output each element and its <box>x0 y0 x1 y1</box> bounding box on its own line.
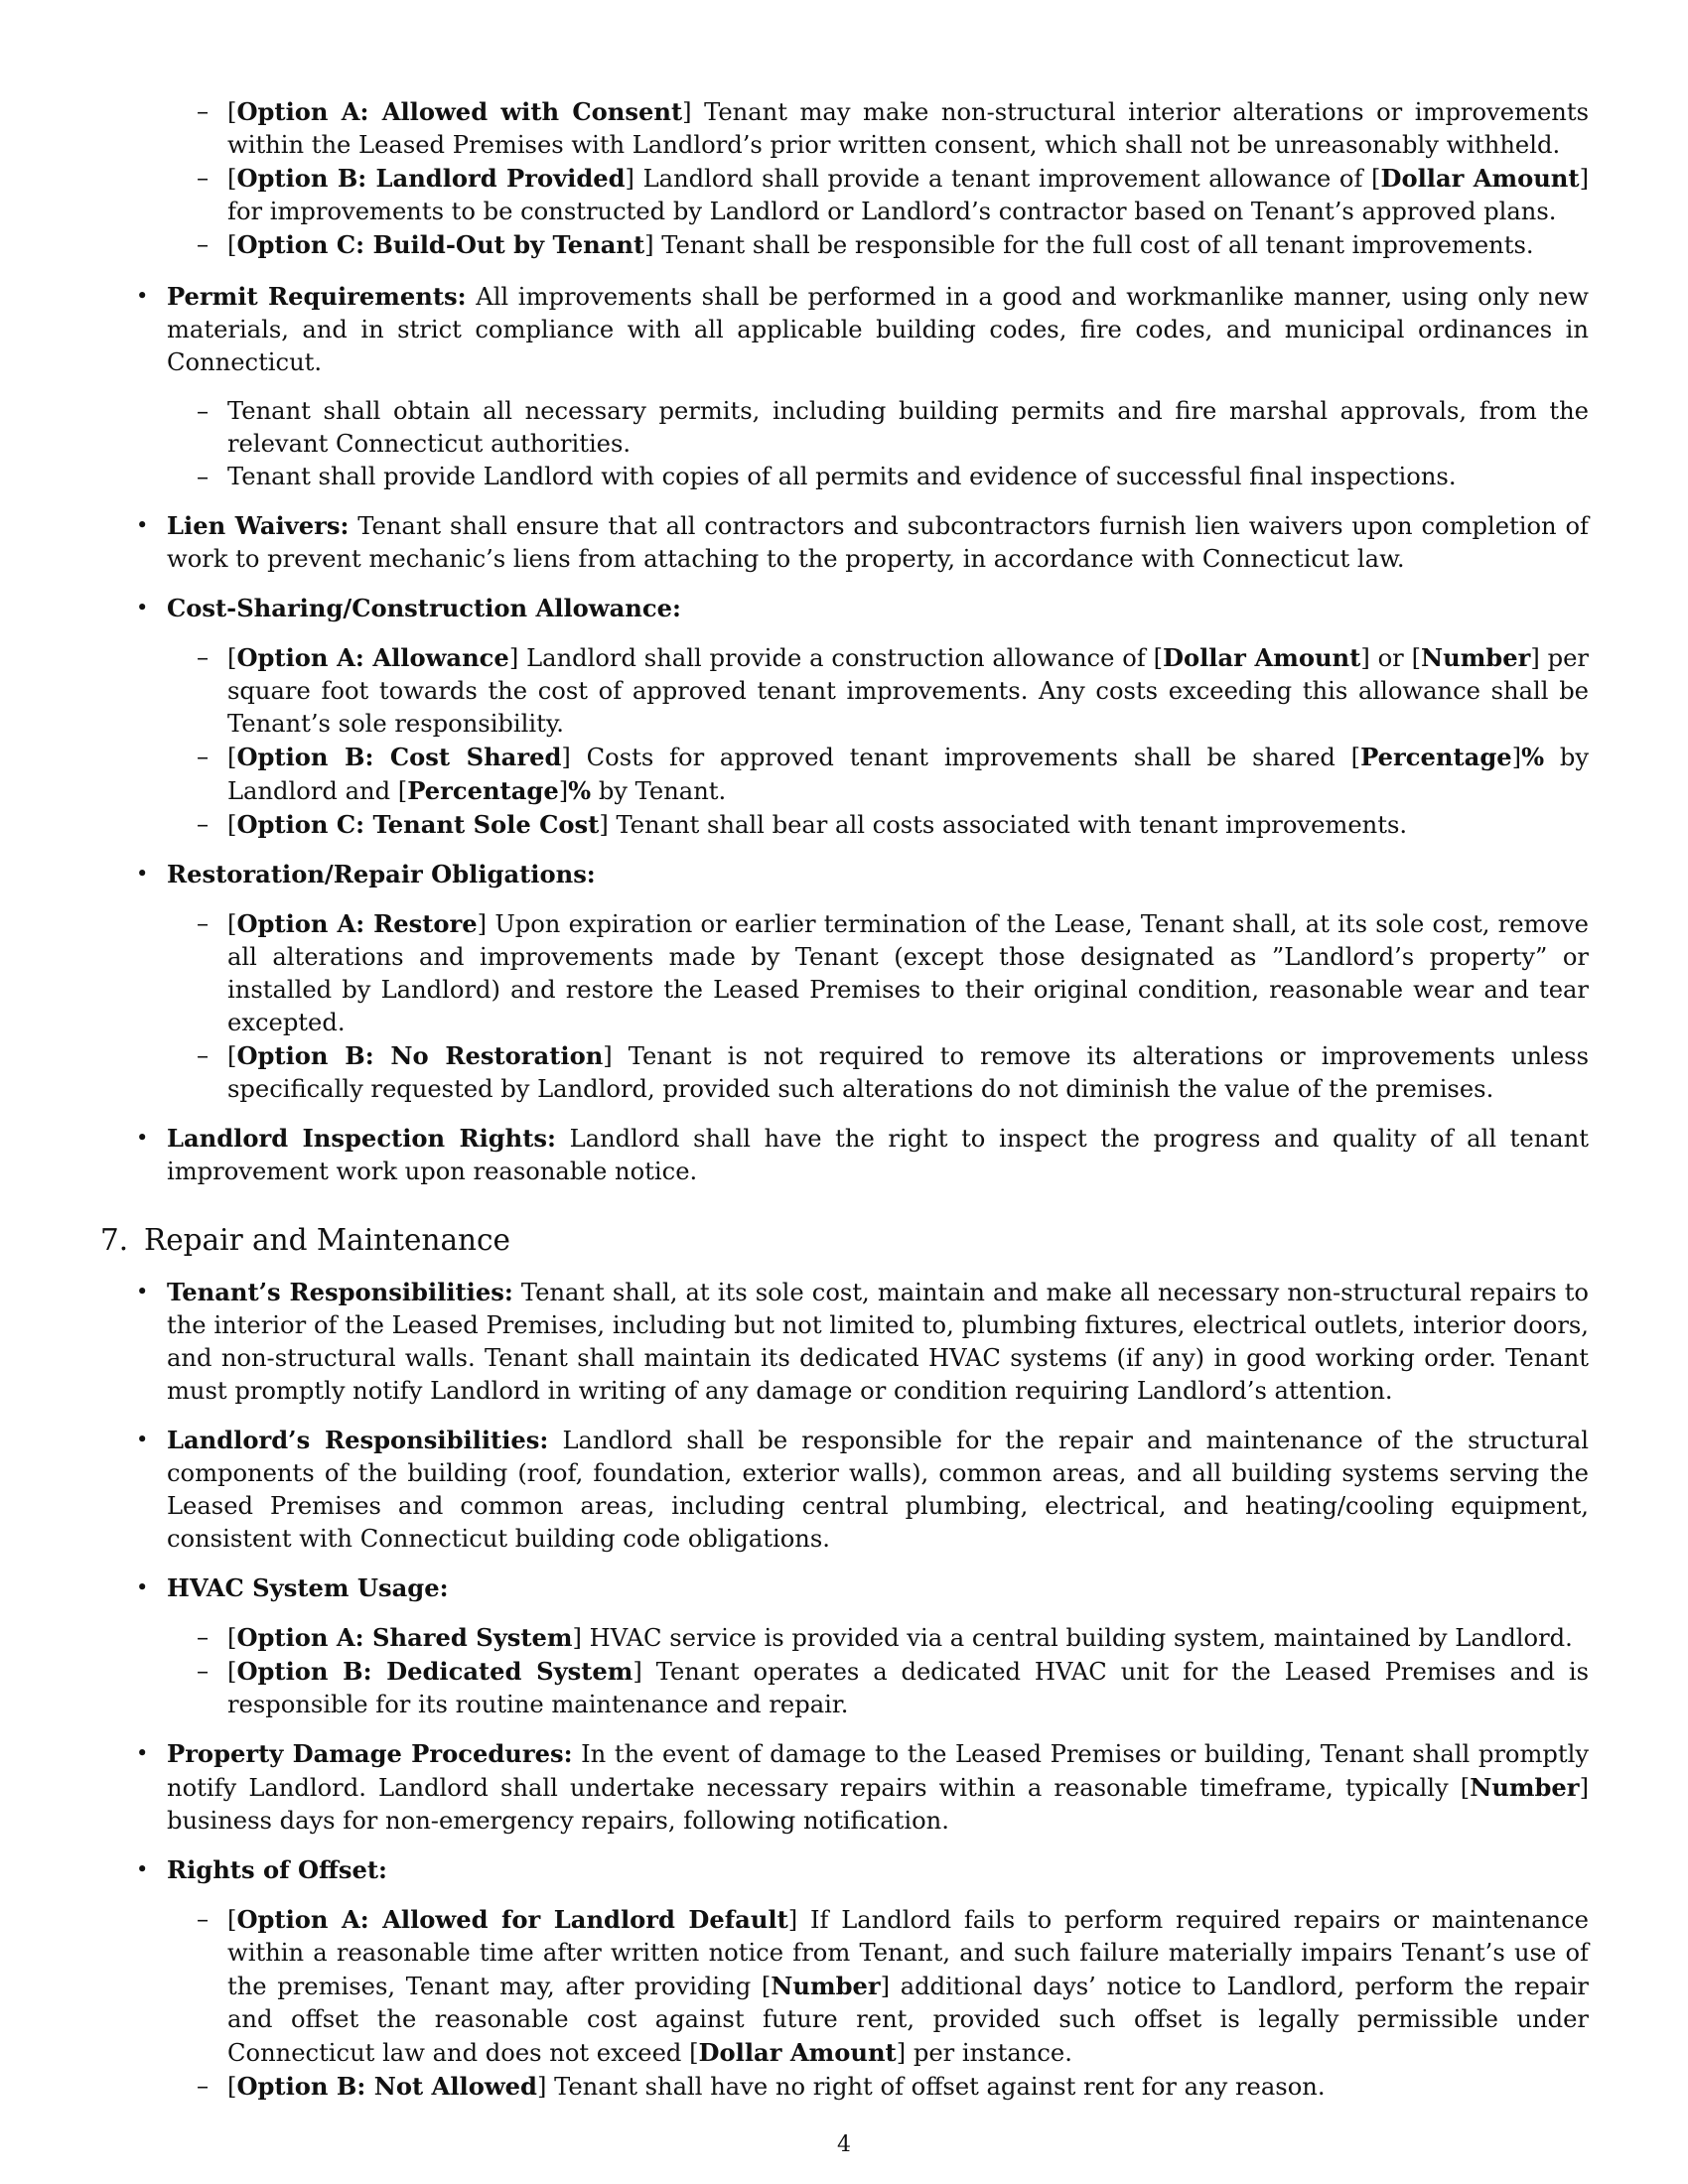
list-item: – [Option B: Not Allowed] Tenant shall have no right of offset against rent for any reason. <box>197 2072 1326 2101</box>
dash-icon: – <box>197 463 210 490</box>
list-item: – [Option B: Dedicated System] Tenant operates a dedicated HVAC unit for the Leased Premises and is responsible for its routine maintenance and repair. <box>197 1657 1589 1718</box>
list-item-tenant-responsibilities: • Tenant’s Responsibilities: Tenant shall, at its sole cost, maintain and make all necessary non-structural repairs to the interior of the Leased Premises, including but not limited to, plumbing fixtures, electrical outlets, interior doors, and non-structural walls. Tenant shall maintain its dedicated HVAC systems (if any) in good working order. Tenant must promptly notify Landlord in writing of any damage or condition requiring Landlord’s attention. <box>136 1278 1589 1405</box>
list-item: – [Option B: Cost Shared] Costs for approved tenant improvements shall be shared [Percentage]% by Landlord and [Percentage]% by Tenant. <box>197 743 1590 805</box>
list-item-hvac-usage: • HVAC System Usage: – [Option A: Shared System] HVAC service is provided via a central building system, maintained by Landlord. – [Option B: Dedicated System] Tenant operates a dedicated HVAC unit for the Leased Premises and is responsible for its routine maintenance and repair. <box>100 1571 1589 1721</box>
dash-icon: – <box>197 397 210 425</box>
list-item: – Tenant shall obtain all necessary permits, including building permits and fire marshal approvals, from the relevant Connecticut authorities. <box>197 397 1589 458</box>
list-item-lien-waivers: • Lien Waivers: Tenant shall ensure that all contractors and subcontractors furnish lien waivers upon completion of work to prevent mechanic’s liens from attaching to the property, in accordance with Connecticut law. <box>136 511 1590 573</box>
restoration-sublist <box>167 907 1589 1106</box>
list-item: – [Option A: Allowed for Landlord Default] If Landlord fails to perform required repairs or maintenance within a reasonable time after written notice from Tenant, and such failure materially impairs Tenant’s use of the premises, Tenant may, after providing [Number] additional days’ notice to Landlord, perform the repair and offset the reasonable cost against future rent, provided such offset is legally permissible under Connecticut law and does not exceed [Dollar Amount] per instance. <box>197 1905 1589 2067</box>
bullet-icon: • <box>136 1857 149 1881</box>
dash-icon: – <box>197 1623 210 1651</box>
document-page <box>100 95 1589 2119</box>
bullet-icon: • <box>136 862 149 886</box>
list-item: – [Option C: Tenant Sole Cost] Tenant shall bear all costs associated with tenant improvements. <box>197 810 1408 839</box>
dash-icon: – <box>197 743 210 770</box>
list-item: – Tenant shall provide Landlord with copies of all permits and evidence of successful final inspections. <box>167 461 1589 493</box>
permit-sublist <box>167 395 1589 493</box>
bullet-icon: • <box>136 1741 149 1765</box>
list-item-rights-of-offset: • Rights of Offset: – [Option A: Allowed for Landlord Default] If Landlord fails to perform required repairs or maintenance within a reasonable time after written notice from Tenant, and such failure materially impairs Tenant’s use of the premises, Tenant may, after providing [Number] additional days’ notice to Landlord, perform the repair and offset the reasonable cost against future rent, provided such offset is legally permissible under Connecticut law and does not exceed [Dollar Amount] per instance. – [Option B: Not Allowed] Tenant shall have no right of offset against rent for any reason. <box>100 1853 1589 2104</box>
section-heading: 7. Repair and Maintenance <box>100 1223 511 1257</box>
list-item: – [Option A: Restore] Upon expiration or earlier termination of the Lease, Tenant shall, at its sole cost, remove all alterations and improvements made by Tenant (except those designated as ”Landlord’s property” or installed by Landlord) and restore the Leased Premises to their original condition, reasonable wear and tear excepted. <box>197 909 1589 1036</box>
list-item-inspection-rights: • Landlord Inspection Rights: Landlord shall have the right to inspect the progress and quality of all tenant improvement work upon reasonable notice. <box>136 1124 1589 1185</box>
repair-bullet-list <box>100 1276 1589 2104</box>
improvement-options-list <box>100 95 1589 262</box>
dash-icon: – <box>197 230 210 258</box>
list-item-property-damage: • Property Damage Procedures: In the event of damage to the Leased Premises or building, Tenant shall promptly notify Landlord. Landlord shall undertake necessary repairs within a reasonable timeframe, typically [Number] business days for non-emergency repairs, following notification. <box>136 1739 1589 1835</box>
list-item: – [Option B: Landlord Provided] Landlord shall provide a tenant improvement allowance of [Dollar Amount] for improvements to be constructed by Landlord or Landlord’s contractor based on Tenant’s approved plans. <box>197 164 1589 225</box>
list-item: – [Option A: Allowed with Consent] Tenant may make non-structural interior alterations or improvements within the Leased Premises with Landlord’s prior written consent, which shall not be unreasonably withheld. <box>197 97 1589 159</box>
dash-icon: – <box>197 1041 210 1069</box>
hvac-sublist <box>167 1621 1589 1721</box>
bullet-icon: • <box>136 284 149 308</box>
dash-icon: – <box>197 164 210 192</box>
dash-icon: – <box>197 810 210 838</box>
bullet-icon: • <box>136 1428 149 1451</box>
dash-icon: – <box>197 643 210 671</box>
list-item: – [Option A: Allowance] Landlord shall provide a construction allowance of [Dollar Amount] or [Number] per square foot towards the cost of approved tenant improvements. Any costs exceeding this allowance shall be Tenant’s sole responsibility. <box>197 643 1589 738</box>
bullet-icon: • <box>136 596 149 619</box>
page-number: 4 <box>837 2132 851 2157</box>
dash-icon: – <box>197 909 210 937</box>
dash-icon: – <box>197 1905 210 1933</box>
list-item-permit-requirements: • Permit Requirements: All improvements shall be performed in a good and workmanlike manner, using only new materials, and in strict compliance with all applicable building codes, fire codes, and municipal ordinances in Connecticut. – Tenant shall obtain all necessary permits, including building permits and fire marshal approvals, from the relevant Connecticut authorities. – Tenant shall provide Landlord with copies of all permits and evidence of successful final inspections. <box>100 280 1589 493</box>
cost-sharing-sublist <box>167 641 1589 842</box>
list-item-restoration: • Restoration/Repair Obligations: – [Option A: Restore] Upon expiration or earlier termination of the Lease, Tenant shall, at its sole cost, remove all alterations and improvements made by Tenant (except those designated as ”Landlord’s property” or installed by Landlord) and restore the Leased Premises to their original condition, reasonable wear and tear excepted. – [Option B: No Restoration] Tenant is not required to remove its alterations or improvements unless specifically requested by Landlord, provided such alterations do not diminish the value of the premises. <box>100 858 1589 1106</box>
bullet-icon: • <box>136 1126 149 1150</box>
list-item-cost-sharing: • Cost-Sharing/Construction Allowance: – [Option A: Allowance] Landlord shall provide a construction allowance of [Dollar Amount] or [Number] per square foot towards the cost of approved tenant improvements. Any costs exceeding this allowance shall be Tenant’s sole responsibility. – [Option B: Cost Shared] Costs for approved tenant improvements shall be shared [Percentage]% by Landlord and [Percentage]% by Tenant. – [Option C: Tenant Sole Cost] Tenant shall bear all costs associated with tenant improvements. <box>100 592 1589 842</box>
bullet-icon: • <box>136 1280 149 1303</box>
dash-icon: – <box>197 1657 210 1685</box>
list-item: – [Option B: No Restoration] Tenant is not required to remove its alterations or improvements unless specifically requested by Landlord, provided such alterations do not diminish the value of the premises. <box>197 1041 1589 1103</box>
bullet-icon: • <box>136 513 149 537</box>
dash-icon: – <box>197 97 210 125</box>
list-item-landlord-responsibilities: • Landlord’s Responsibilities: Landlord shall be responsible for the repair and maintenance of the structural components of the building (roof, foundation, exterior walls), common areas, and all building systems serving the Leased Premises and common areas, including central plumbing, electrical, and heating/cooling equipment, consistent with Connecticut building code obligations. <box>136 1426 1589 1553</box>
list-item: – [Option C: Build-Out by Tenant] Tenant shall be responsible for the full cost of all tenant improvements. <box>197 230 1534 259</box>
dash-icon: – <box>197 2072 210 2100</box>
offset-sublist <box>167 1903 1589 2104</box>
list-item: – [Option A: Shared System] HVAC service is provided via a central building system, maintained by Landlord. <box>197 1623 1573 1652</box>
bullet-icon: • <box>136 1575 149 1599</box>
improvements-bullet-list <box>100 280 1589 1188</box>
